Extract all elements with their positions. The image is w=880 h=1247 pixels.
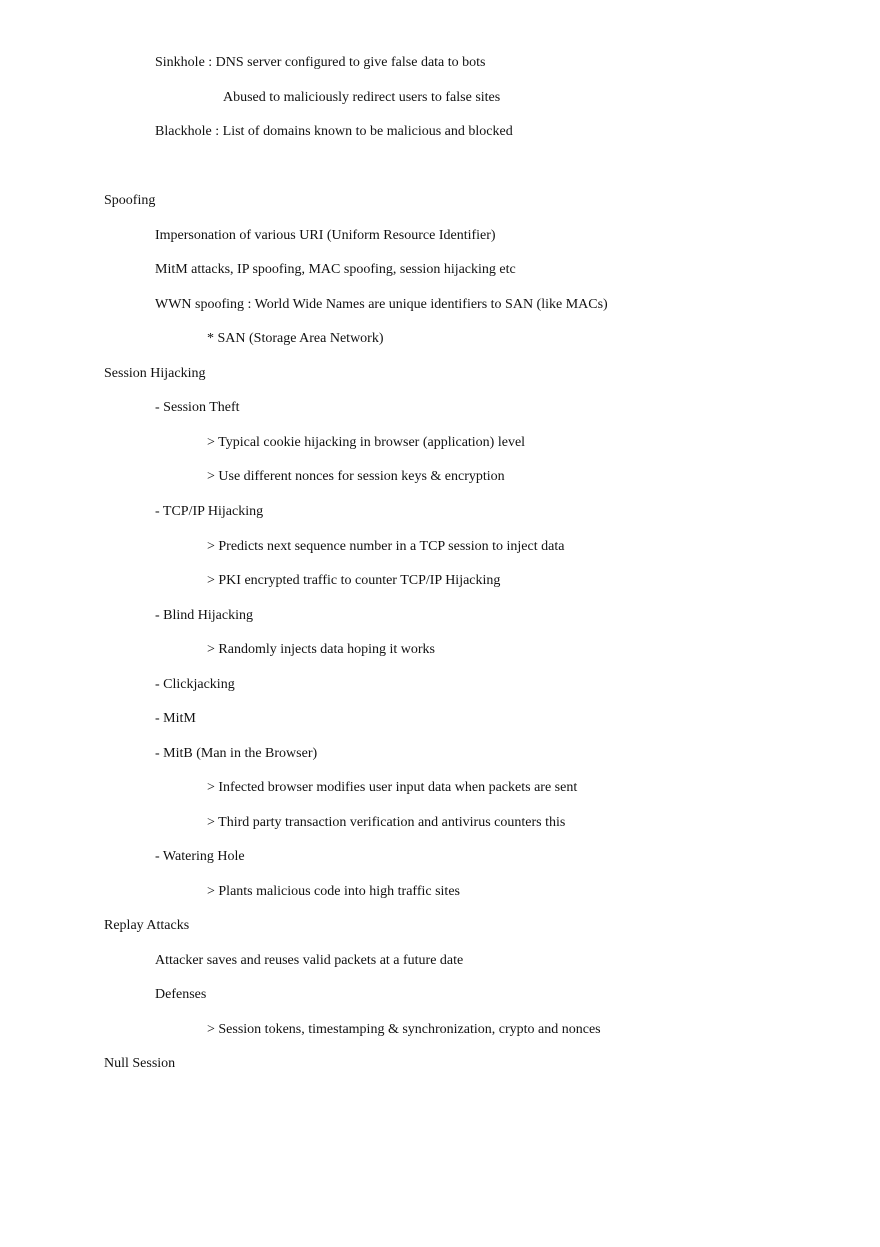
- session-hijacking-item: - MitM: [155, 711, 196, 726]
- session-hijacking-item: - MitB (Man in the Browser): [155, 746, 318, 761]
- spoofing-line: Impersonation of various URI (Uniform Resource Identifier): [155, 228, 496, 243]
- session-hijacking-heading: Session Hijacking: [104, 366, 206, 381]
- session-hijacking-item: - TCP/IP Hijacking: [155, 504, 264, 519]
- session-hijacking-detail: > Predicts next sequence number in a TCP session to inject data: [207, 539, 565, 554]
- session-hijacking-item: - Blind Hijacking: [155, 608, 253, 623]
- replay-attacks-detail: > Session tokens, timestamping & synchronization, crypto and nonces: [207, 1022, 601, 1037]
- session-hijacking-item: - Clickjacking: [155, 677, 235, 692]
- session-hijacking-item: - Watering Hole: [155, 849, 245, 864]
- session-hijacking-detail: > Use different nonces for session keys & encryption: [207, 469, 505, 484]
- sinkhole-abuse-line: Abused to maliciously redirect users to false sites: [223, 90, 501, 105]
- session-hijacking-detail: > Randomly injects data hoping it works: [207, 642, 435, 657]
- session-hijacking-detail: > Third party transaction verification and antivirus counters this: [207, 815, 566, 830]
- session-hijacking-item: - Session Theft: [155, 400, 240, 415]
- session-hijacking-detail: > PKI encrypted traffic to counter TCP/IP Hijacking: [207, 573, 501, 588]
- blackhole-line: Blackhole : List of domains known to be malicious and blocked: [155, 124, 513, 139]
- sinkhole-line: Sinkhole : DNS server configured to give false data to bots: [155, 55, 486, 70]
- spoofing-note-line: * SAN (Storage Area Network): [207, 331, 384, 346]
- session-hijacking-detail: > Typical cookie hijacking in browser (application) level: [207, 435, 526, 450]
- session-hijacking-detail: > Infected browser modifies user input data when packets are sent: [207, 780, 578, 795]
- spoofing-heading: Spoofing: [104, 193, 156, 208]
- replay-attacks-line: Defenses: [155, 987, 207, 1002]
- null-session-heading: Null Session: [104, 1056, 176, 1071]
- spoofing-line: WWN spoofing : World Wide Names are unique identifiers to SAN (like MACs): [155, 297, 608, 312]
- session-hijacking-detail: > Plants malicious code into high traffic sites: [207, 884, 460, 899]
- replay-attacks-heading: Replay Attacks: [104, 918, 190, 933]
- spoofing-line: MitM attacks, IP spoofing, MAC spoofing, session hijacking etc: [155, 262, 516, 277]
- replay-attacks-line: Attacker saves and reuses valid packets at a future date: [155, 953, 464, 968]
